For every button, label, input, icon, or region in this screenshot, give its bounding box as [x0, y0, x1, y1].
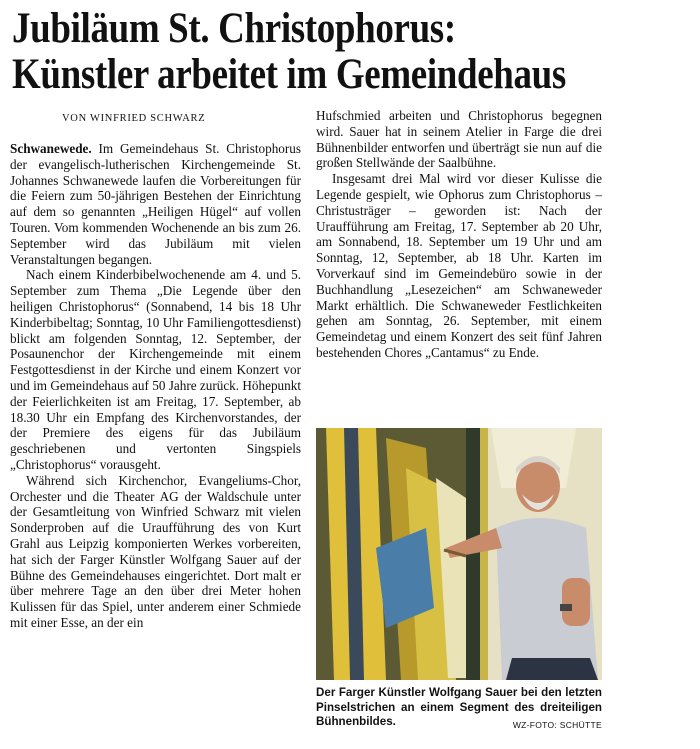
photo-credit: WZ-FOTO: SCHÜTTE [512, 720, 602, 731]
caption-text: Der Farger Künstler Wolfgang Sauer bei den letzten Pinselstrichen an einem Segment des dreiteiligen Bühnenbildes. [316, 686, 602, 729]
byline: VON WINFRIED SCHWARZ [62, 113, 206, 124]
photo-caption [316, 686, 602, 733]
paragraph-3-continued: Hufschmied arbeiten und Christophorus begegnen wird. Sauer hat in seinem Atelier in Farge die drei Bühnenbilder entworfen und überträgt sie nun auf die großen Stellwände der Saalbühne. [316, 108, 602, 171]
article-column-right [316, 108, 602, 361]
painter-photo-illustration [316, 428, 602, 680]
paragraph-4: Insgesamt drei Mal wird vor dieser Kulisse die Legende gespielt, wie Ophorus zum Christophorus – Christusträger – geworden ist: Nach der Uraufführung am Freitag, 17. September ab 20 Uhr, am Sonnabend, 18. September um 19 Uhr und am Sonntag, 12, September, ab 18 Uhr. Karten im Vorverkauf sind im Gemeindebüro sowie in der Buchhandlung „Lesezeichen“ am Schwaneweder Markt erhältlich. Die Schwaneweder Festlichkeiten gehen am Sonntag, 26. September, mit einem Gemeindetag und einem Konzert des seit fünf Jahren bestehenden Chores „Cantamus“ zu Ende. [316, 171, 602, 360]
headline-line-2: Künstler arbeitet im Gemeindehaus [12, 51, 566, 98]
headline [12, 6, 597, 98]
article-photo [316, 428, 602, 680]
dateline: Schwanewede. [10, 141, 92, 156]
paragraph-3: Während sich Kirchenchor, Evangeliums-Chor, Orchester und die Theater AG der Waldschule unter der Gesamtleitung von Winfried Schwarz mit vielen Sonderproben auf die Uraufführung des von Kurt Grahl aus Leipzig komponierten Werkes vorbereiten, hat sich der Farger Künstler Wolfgang Sauer auf der Bühne des Gemeindehauses eingerichtet. Dort malt er über mehrere Tage an den über drei Meter hohen Kulissen für das Spiel, unter anderem einer Schmiede mit einer Esse, an der ein [10, 472, 301, 630]
paragraph-1-text: Im Gemeindehaus St. Christophorus der evangelisch-lutherischen Kirchengemeinde St. Johannes Schwanewede laufen die Vorbereitungen für die Feiern zum 50-jährigen Bestehen der Einrichtung auf dem so genannten „Heiligen Hügel“ auf vollen Touren. Vom kommenden Wochenende an bis zum 26. September wird das Jubiläum mit vielen Veranstaltungen begangen. [10, 141, 301, 267]
paragraph-2: Nach einem Kinderbibelwochenende am 4. und 5. September zum Thema „Die Legende über den heiligen Christophorus“ (Sonnabend, 14 bis 18 Uhr Kinderbibeltag; Sonntag, 10 Uhr Familiengottesdienst) blickt am folgenden Sonntag, 12. September, der Posaunenchor der Kirchengemeinde mit einem Festgottesdienst in der Kirche und einem Konzert vor und im Gemeindehaus auf 50 Jahre zurück. Höhepunkt der Feierlichkeiten ist am Freitag, 17. September, ab 18.30 Uhr ein Empfang des Kirchenvorstandes, der der Premiere des eigens für das Jubiläum geschriebenen und vertonten Singspiels „Christophorus“ vorausgeht. [10, 267, 301, 472]
paragraph-1 [10, 141, 301, 267]
article-column-left [10, 141, 301, 631]
headline-line-1: Jubiläum St. Christophorus: [12, 5, 456, 52]
